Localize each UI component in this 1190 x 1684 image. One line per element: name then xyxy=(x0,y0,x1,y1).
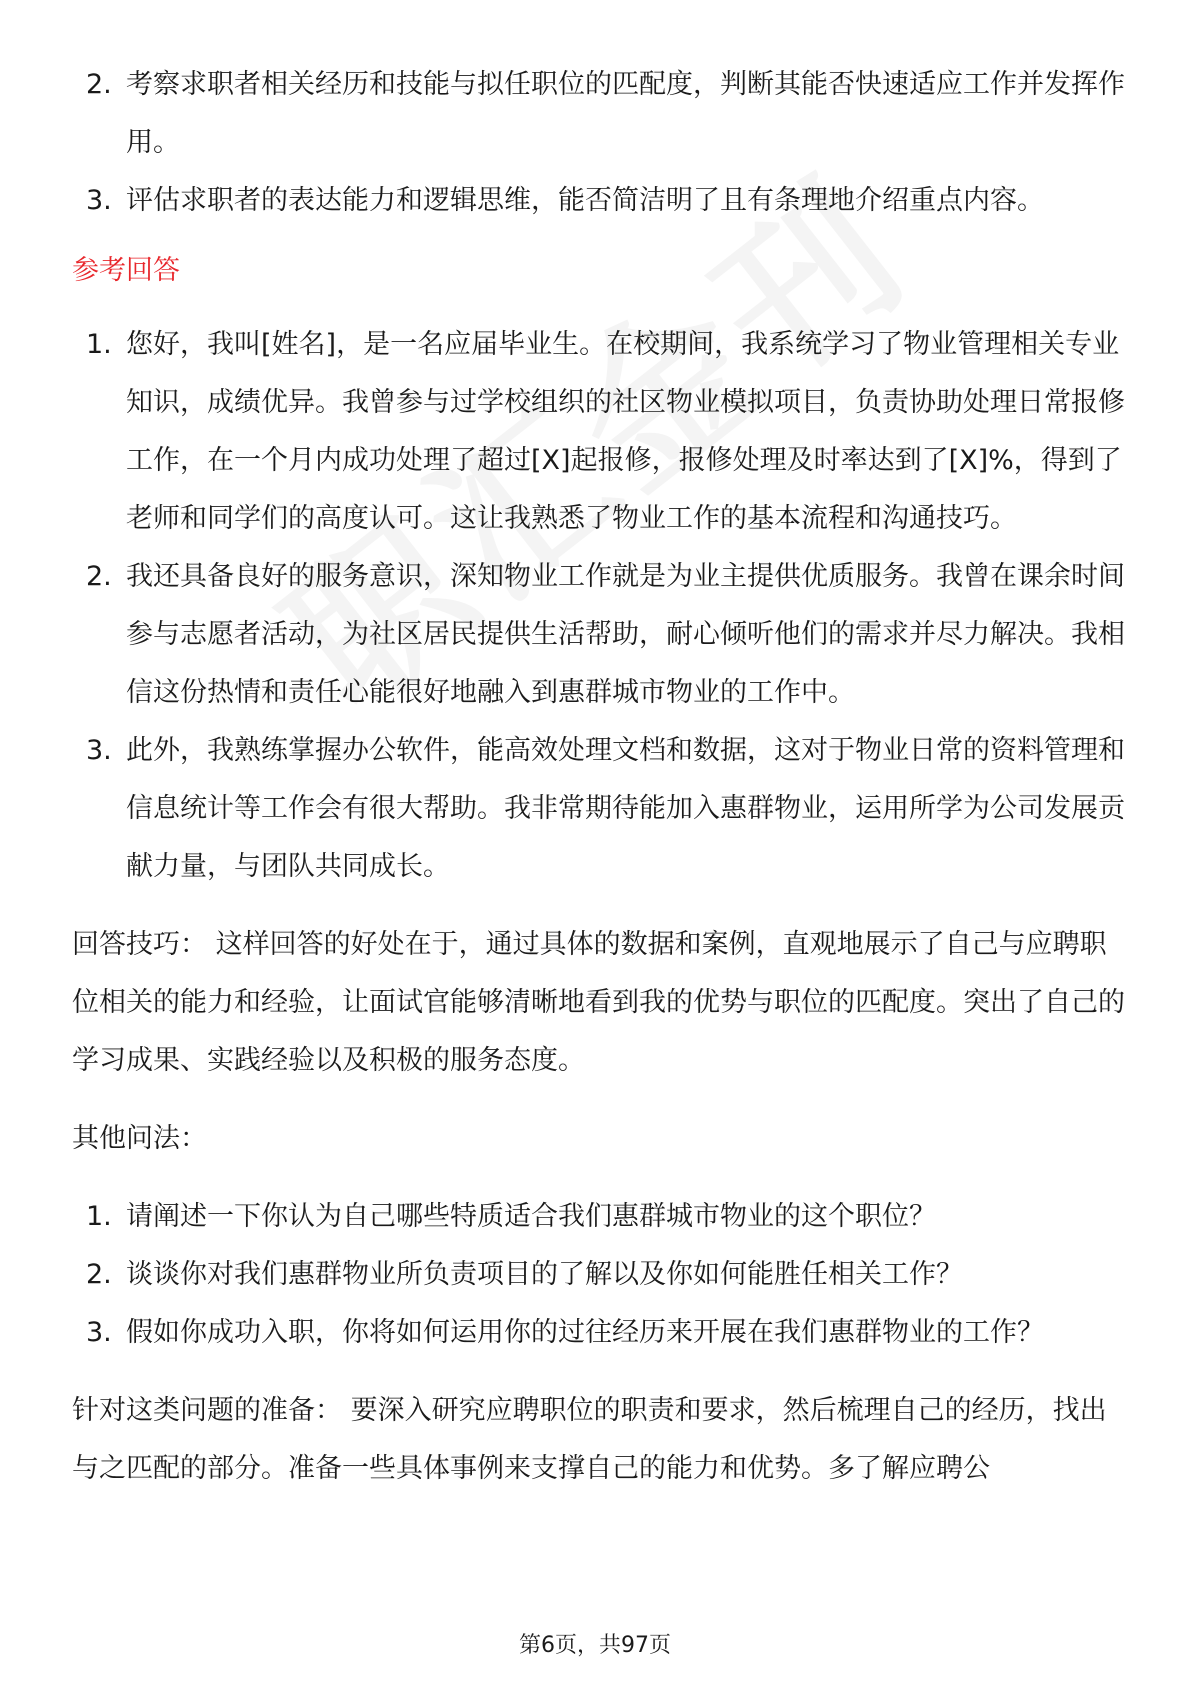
intro-list xyxy=(72,56,1132,230)
list-text: 谈谈你对我们惠群物业所负责项目的了解以及你如何能胜任相关工作？ xyxy=(126,1259,963,1290)
list-text: 评估求职者的表达能力和逻辑思维，能否简洁明了且有条理地介绍重点内容。 xyxy=(126,185,1044,216)
list-number: 2. xyxy=(86,561,112,592)
list-item xyxy=(72,1246,1132,1304)
list-number: 2. xyxy=(86,1259,112,1290)
answer-list xyxy=(72,316,1132,896)
list-item xyxy=(72,316,1132,548)
list-text: 请阐述一下你认为自己哪些特质适合我们惠群城市物业的这个职位？ xyxy=(126,1201,936,1232)
list-number: 3. xyxy=(86,185,112,216)
list-number: 3. xyxy=(86,1317,112,1348)
list-item xyxy=(72,722,1132,896)
page-footer: 第6页，共97页 xyxy=(519,1633,671,1658)
list-text: 此外，我熟练掌握办公软件，能高效处理文档和数据，这对于物业日常的资料管理和信息统计等工作会有很大帮助。我非常期待能加入惠群物业，运用所学为公司发展贡献力量，与团队共同成长。 xyxy=(126,735,1125,882)
list-number: 1. xyxy=(86,1201,112,1232)
list-text: 假如你成功入职，你将如何运用你的过往经历来开展在我们惠群物业的工作？ xyxy=(126,1317,1044,1348)
list-number: 1. xyxy=(86,329,112,360)
list-number: 2. xyxy=(86,69,112,100)
list-item xyxy=(72,548,1132,722)
list-text: 我还具备良好的服务意识，深知物业工作就是为业主提供优质服务。我曾在课余时间参与志愿者活动，为社区居民提供生活帮助，耐心倾听他们的需求并尽力解决。我相信这份热情和责任心能很好地融入到惠群城市物业的工作中。 xyxy=(126,561,1125,708)
list-item xyxy=(72,172,1132,230)
other-questions-heading: 其他问法： xyxy=(72,1123,207,1154)
page-content xyxy=(72,56,1132,1498)
preparation-paragraph: 针对这类问题的准备： 要深入研究应聘职位的职责和要求，然后梳理自己的经历，找出与之匹配的部分。准备一些具体事例来支撑自己的能力和优势。多了解应聘公 xyxy=(72,1395,1107,1484)
list-item xyxy=(72,1304,1132,1362)
list-item xyxy=(72,56,1132,172)
list-text: 您好，我叫[姓名]，是一名应届毕业生。在校期间，我系统学习了物业管理相关专业知识，成绩优异。我曾参与过学校组织的社区物业模拟项目，负责协助处理日常报修工作，在一个月内成功处理了超过[X]起报修，报修处理及时率达到了[X]%，得到了老师和同学们的高度认可。这让我熟悉了物业工作的基本流程和沟通技巧。 xyxy=(126,329,1125,534)
reference-answer-heading: 参考回答 xyxy=(72,255,180,286)
list-text: 考察求职者相关经历和技能与拟任职位的匹配度，判断其能否快速适应工作并发挥作用。 xyxy=(126,69,1125,158)
other-questions-list xyxy=(72,1188,1132,1362)
list-number: 3. xyxy=(86,735,112,766)
list-item xyxy=(72,1188,1132,1246)
answer-tips-paragraph: 回答技巧： 这样回答的好处在于，通过具体的数据和案例，直观地展示了自己与应聘职位相关的能力和经验，让面试官能够清晰地看到我的优势与职位的匹配度。突出了自己的学习成果、实践经验以及积极的服务态度。 xyxy=(72,929,1125,1076)
